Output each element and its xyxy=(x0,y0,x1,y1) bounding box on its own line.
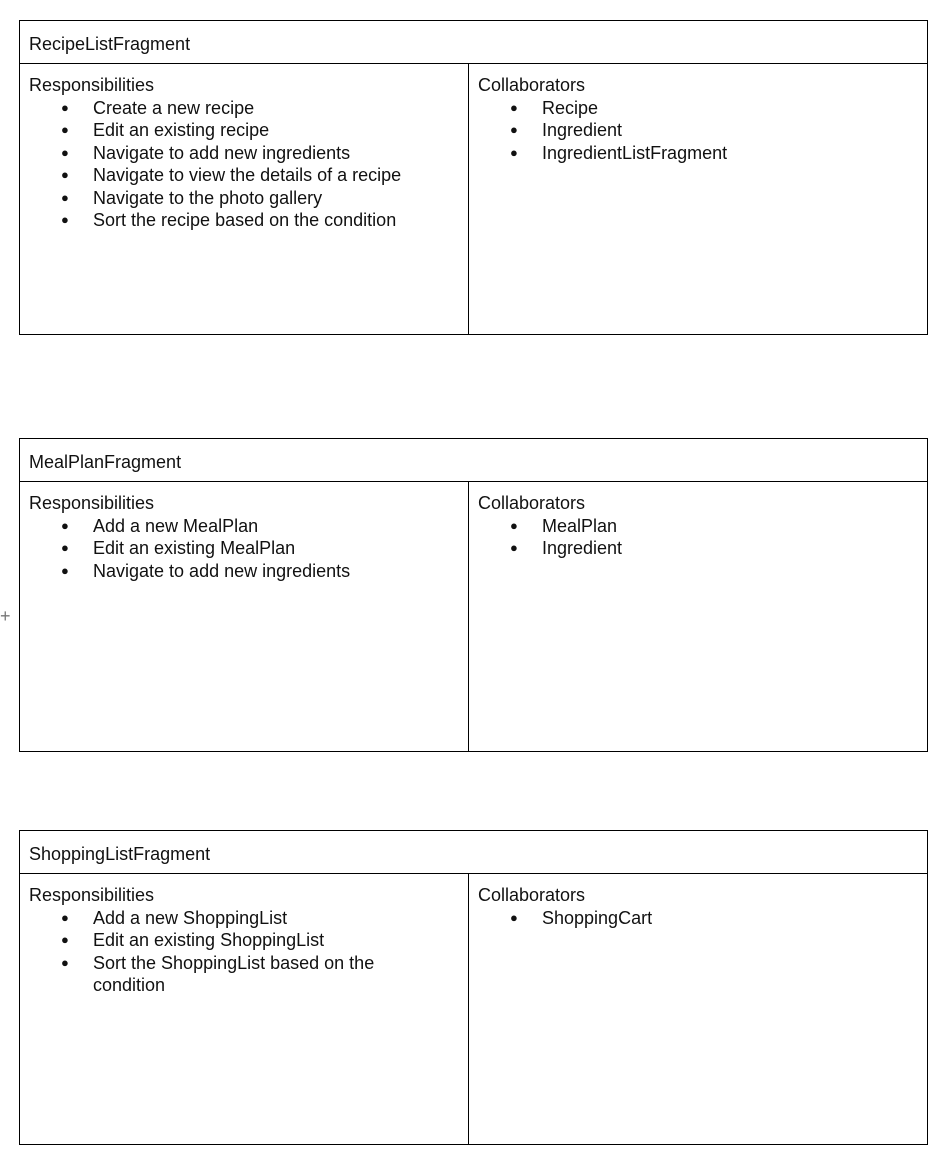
list-item: ● Navigate to view the details of a recipe xyxy=(61,164,459,187)
card-body xyxy=(20,64,927,334)
crc-card-meal-plan-fragment xyxy=(19,438,928,752)
list-item: ● Ingredient xyxy=(510,119,918,142)
list-item: ● ShoppingCart xyxy=(510,907,918,930)
collaborators-column xyxy=(469,482,927,751)
responsibilities-column xyxy=(20,482,469,751)
crc-card-recipe-list-fragment xyxy=(19,20,928,335)
list-item: ● Add a new ShoppingList xyxy=(61,907,459,930)
card-title: MealPlanFragment xyxy=(20,439,927,482)
list-item: ● Sort the ShoppingList based on the condition xyxy=(61,952,413,997)
collaborators-list xyxy=(478,97,918,165)
responsibilities-column xyxy=(20,64,469,334)
list-item: ● Navigate to the photo gallery xyxy=(61,187,459,210)
responsibilities-list xyxy=(29,907,459,997)
card-body xyxy=(20,482,927,751)
collaborators-column xyxy=(469,874,927,1144)
responsibilities-list xyxy=(29,97,459,232)
responsibilities-heading: Responsibilities xyxy=(29,493,155,513)
collaborators-column xyxy=(469,64,927,334)
list-item: ● Edit an existing ShoppingList xyxy=(61,929,459,952)
card-body xyxy=(20,874,927,1144)
responsibilities-column xyxy=(20,874,469,1144)
collaborators-list xyxy=(478,515,918,560)
list-item: ● MealPlan xyxy=(510,515,918,538)
card-title: RecipeListFragment xyxy=(20,21,927,64)
list-item: ● Ingredient xyxy=(510,537,918,560)
list-item: ● Add a new MealPlan xyxy=(61,515,459,538)
collaborators-list xyxy=(478,907,918,930)
responsibilities-list xyxy=(29,515,459,583)
card-title: ShoppingListFragment xyxy=(20,831,927,874)
collaborators-heading: Collaborators xyxy=(478,885,586,905)
collaborators-heading: Collaborators xyxy=(478,493,586,513)
responsibilities-heading: Responsibilities xyxy=(29,885,155,905)
list-item: ● Edit an existing MealPlan xyxy=(61,537,459,560)
list-item: ● Sort the recipe based on the condition xyxy=(61,209,459,232)
collaborators-heading: Collaborators xyxy=(478,75,586,95)
list-item: ● IngredientListFragment xyxy=(510,142,918,165)
list-item: ● Create a new recipe xyxy=(61,97,459,120)
responsibilities-heading: Responsibilities xyxy=(29,75,155,95)
plus-icon[interactable]: + xyxy=(0,606,11,626)
crc-card-shopping-list-fragment xyxy=(19,830,928,1145)
list-item: ● Navigate to add new ingredients xyxy=(61,560,459,583)
list-item: ● Edit an existing recipe xyxy=(61,119,459,142)
list-item: ● Recipe xyxy=(510,97,918,120)
list-item: ● Navigate to add new ingredients xyxy=(61,142,459,165)
